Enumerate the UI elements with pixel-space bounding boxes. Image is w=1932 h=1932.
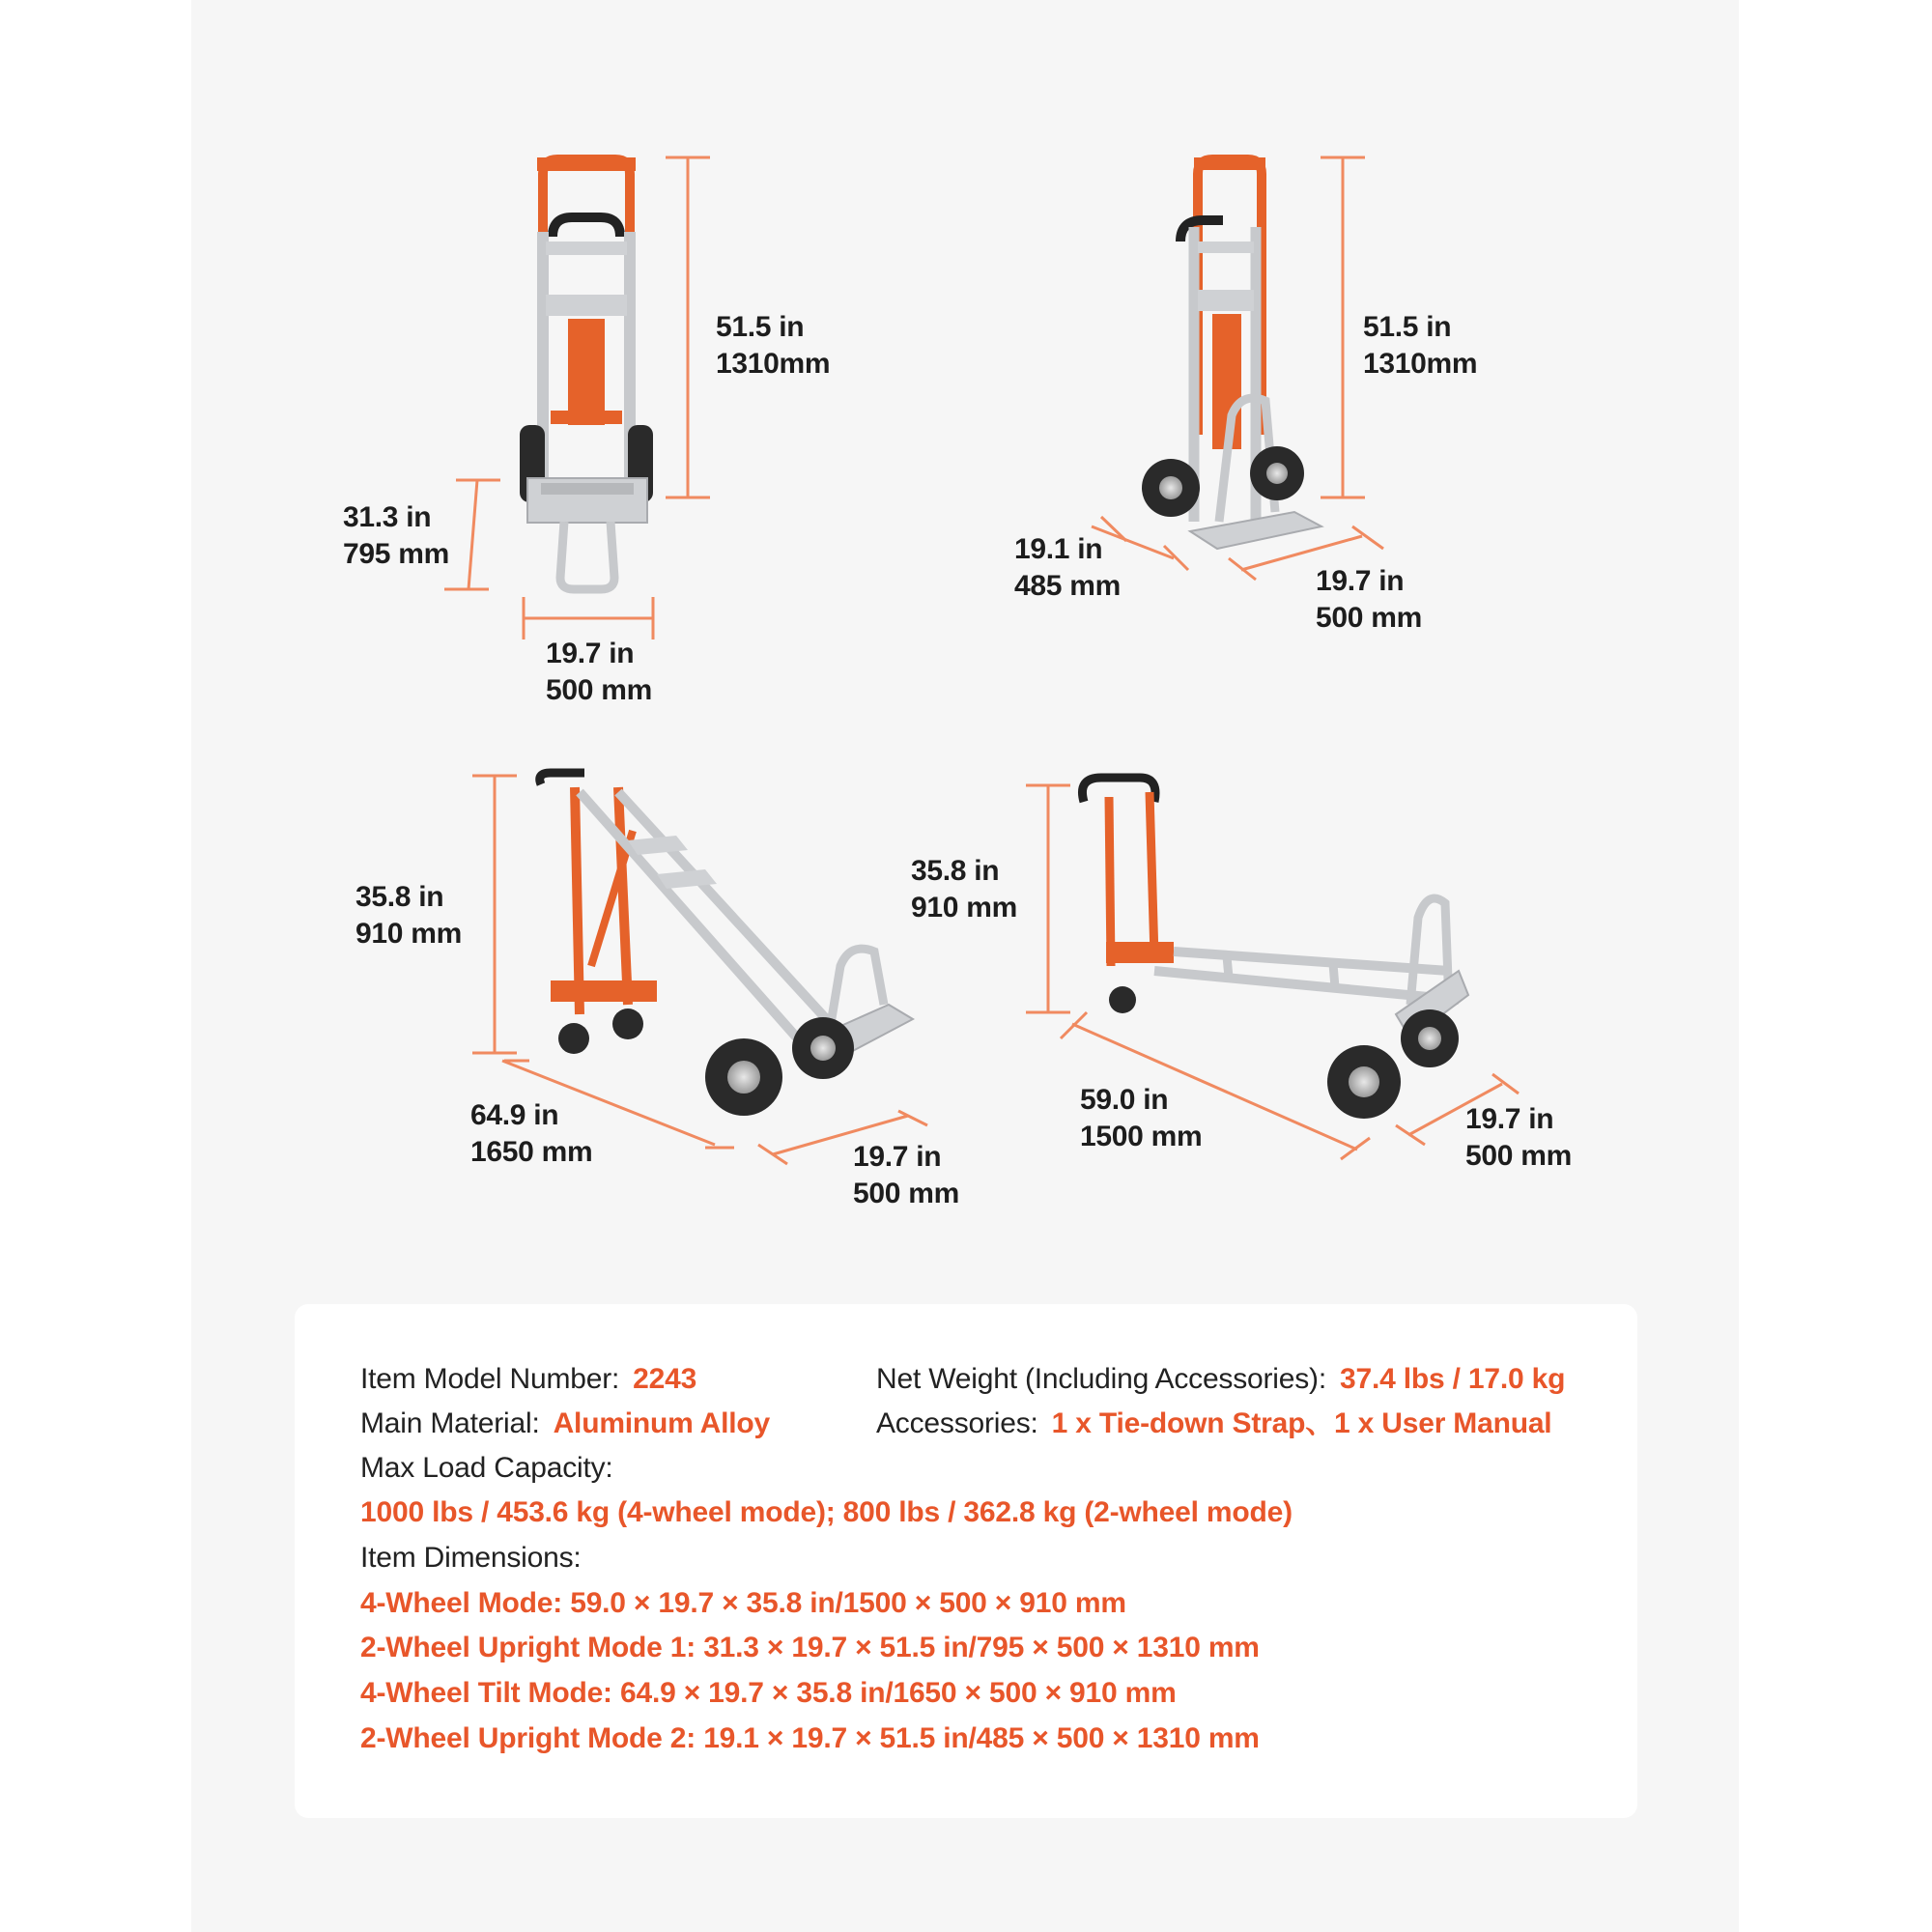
tilt-width-label — [853, 1139, 959, 1212]
fourwheel-height-mm: 910 mm — [911, 892, 1017, 923]
upright2-height-mm: 1310mm — [1363, 348, 1478, 380]
upright2-width-mm: 500 mm — [1316, 602, 1422, 634]
model-value: 2243 — [633, 1363, 697, 1395]
fourwheel-length-in: 59.0 in — [1080, 1084, 1169, 1116]
tilt-width-in: 19.7 in — [853, 1141, 942, 1173]
spec-weight — [876, 1360, 1565, 1399]
upright1-height-mm: 1310mm — [716, 348, 831, 380]
tilt-length-in: 64.9 in — [470, 1099, 559, 1131]
tilt-length-mm: 1650 mm — [470, 1136, 593, 1168]
cart-four-wheel-mode — [1082, 778, 1468, 1119]
fourwheel-length-mm: 1500 mm — [1080, 1121, 1203, 1152]
spec-model — [360, 1360, 696, 1399]
dimension-line-2: 2-Wheel Upright Mode 1: 31.3 × 19.7 × 51.5 in/795 × 500 × 1310 mm — [360, 1632, 1260, 1663]
upright1-depth-label — [343, 499, 449, 573]
load-value: 1000 lbs / 453.6 kg (4-wheel mode); 800 lbs / 362.8 kg (2-wheel mode) — [360, 1496, 1293, 1528]
dimension-line-4: 2-Wheel Upright Mode 2: 19.1 × 19.7 × 51.5 in/485 × 500 × 1310 mm — [360, 1722, 1260, 1754]
upright2-height-label — [1363, 309, 1477, 383]
tilt-height-mm: 910 mm — [355, 918, 462, 950]
fourwheel-height-in: 35.8 in — [911, 855, 1000, 887]
spec-material — [360, 1405, 770, 1443]
upright1-height-in: 51.5 in — [716, 311, 805, 343]
upright1-height-label — [716, 309, 830, 383]
upright1-width-in: 19.7 in — [546, 638, 635, 669]
weight-value: 37.4 lbs / 17.0 kg — [1339, 1363, 1566, 1395]
spec-accessories — [876, 1405, 1551, 1443]
accessories-value: 1 x Tie-down Strap、1 x User Manual — [1051, 1407, 1552, 1439]
weight-label: Net Weight (Including Accessories): — [876, 1363, 1326, 1395]
upright2-depth-label — [1014, 531, 1121, 605]
fourwheel-width-mm: 500 mm — [1465, 1140, 1572, 1172]
cart-upright-1 — [520, 157, 653, 589]
dimensions-label: Item Dimensions: — [360, 1542, 582, 1574]
fourwheel-length-label — [1080, 1082, 1202, 1155]
fourwheel-height-label — [911, 853, 1017, 926]
material-value: Aluminum Alloy — [553, 1407, 771, 1439]
load-label: Max Load Capacity: — [360, 1452, 613, 1484]
material-label: Main Material: — [360, 1407, 540, 1439]
tilt-height-label — [355, 879, 462, 952]
cart-tilt-mode — [540, 773, 913, 1116]
cart-upright-2 — [1142, 157, 1321, 549]
model-label: Item Model Number: — [360, 1363, 620, 1395]
upright1-depth-in: 31.3 in — [343, 501, 432, 533]
upright2-depth-mm: 485 mm — [1014, 570, 1121, 602]
dimension-line-1: 4-Wheel Mode: 59.0 × 19.7 × 35.8 in/1500 × 500 × 910 mm — [360, 1587, 1126, 1619]
spec-card — [295, 1304, 1637, 1818]
dimension-line-3: 4-Wheel Tilt Mode: 64.9 × 19.7 × 35.8 in/1650 × 500 × 910 mm — [360, 1677, 1177, 1709]
upright1-depth-mm: 795 mm — [343, 538, 449, 570]
tilt-height-in: 35.8 in — [355, 881, 444, 913]
upright2-height-in: 51.5 in — [1363, 311, 1452, 343]
fourwheel-width-in: 19.7 in — [1465, 1103, 1554, 1135]
fourwheel-width-label — [1465, 1101, 1572, 1175]
upright1-width-label — [546, 636, 652, 709]
tilt-width-mm: 500 mm — [853, 1178, 959, 1209]
upright1-width-mm: 500 mm — [546, 674, 652, 706]
upright2-width-in: 19.7 in — [1316, 565, 1405, 597]
upright2-depth-in: 19.1 in — [1014, 533, 1103, 565]
upright2-width-label — [1316, 563, 1422, 637]
tilt-length-label — [470, 1097, 592, 1171]
accessories-label: Accessories: — [876, 1407, 1038, 1439]
